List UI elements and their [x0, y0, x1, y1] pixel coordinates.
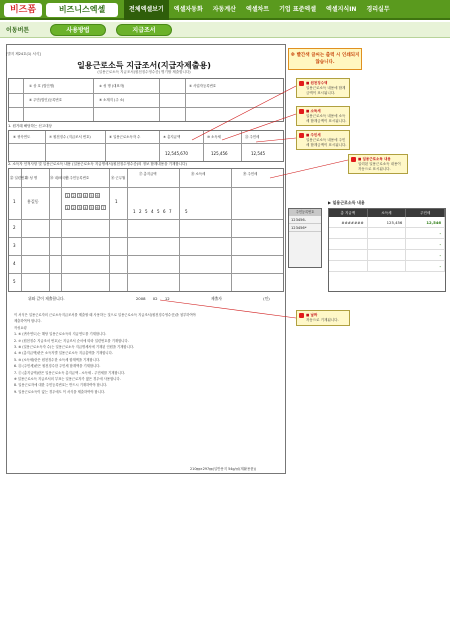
detail-header-rrn: ⑮ 주민등록번호: [65, 176, 90, 180]
income-section-label: 1. 원거래 해당하는 신고대상: [8, 124, 52, 128]
detail-row-amount-digit: 4: [151, 209, 154, 214]
rrn-side-table-title: 주민등록번호: [289, 209, 321, 216]
form-footer: 210㎜×297㎜(일반용지 54g/㎡(재활용품)): [190, 467, 257, 471]
rrn-back-digit: 1: [66, 206, 69, 210]
arrow-line: [222, 114, 296, 140]
nav-item-standard-excel[interactable]: 기업 표준엑셀: [279, 6, 317, 13]
panel-header-total: 총 지급액: [329, 209, 368, 217]
income-header-tax: ⑩ 소득세: [207, 135, 221, 139]
note-line: 2. ⑦ (원천징수 지급조서 번호)는 지급조서 순서에 따라 일련번호를 기재합니다.: [14, 338, 129, 343]
nav-item-all-excel[interactable]: 전체엑셀보기: [124, 0, 169, 20]
nav-item-excel-chart[interactable]: 엑셀차트: [245, 6, 270, 13]
rrn-back-digit: 6: [96, 206, 99, 210]
payer-field-address: ⑤ 소재지 (주 소): [99, 98, 125, 102]
note-line: 5. ⑩ (소득세)란은 원천징수한 소득세 합계액을 기재합니다.: [14, 357, 101, 362]
callout-title: ■ 날짜: [306, 313, 318, 317]
income-header-number: ⑦ 원천징수 (지급조서 번호): [49, 135, 91, 139]
rrn-back-digit: 3: [78, 206, 81, 210]
panel-dash: -: [406, 239, 445, 249]
payer-field-bizno: ③ 사업자등록번호: [189, 84, 217, 88]
income-header-total: ⑨ 총지급액: [163, 135, 181, 139]
panel-dash: -: [406, 250, 445, 260]
bizform-logo[interactable]: 비즈폼: [4, 3, 42, 17]
callout-text: 일용근로소득 내용에 소득세 합계금액이 표시됩니다.: [306, 113, 347, 123]
detail-row-no: 5: [13, 279, 16, 284]
nav-item-excel-automation[interactable]: 엑셀자동화: [173, 6, 203, 13]
arrow-line: [160, 300, 296, 318]
income-header-count: ⑧ 일용근로소득자 수: [109, 135, 141, 139]
arrow-line: [270, 160, 348, 178]
note-line: 8. 일용근로자에 대한 주민등록번호는 반드시 기재하여야 합니다.: [14, 383, 108, 388]
detail-row-amount-digit: 5: [157, 209, 160, 214]
detail-header-total: ⑰ 총지급액: [139, 172, 157, 176]
arrow-line: [256, 138, 296, 142]
detail-row-no: 4: [13, 261, 16, 266]
note-line: 제출하여야 합니다.: [14, 319, 42, 324]
detail-row-no: 1: [13, 199, 16, 204]
rrn-front-digit: 6: [96, 194, 99, 198]
callout-text: 자동으로 기재됩니다.: [306, 317, 339, 322]
submission-year: 2008: [135, 296, 146, 301]
submission-day: 12: [164, 296, 170, 301]
detail-header-tax: ⑱ 소득세: [191, 172, 206, 176]
callout-text: 입력된 일용근로소득 내용이 자동으로 표시됩니다.: [358, 161, 401, 171]
panel-local-tax-value: 12,546: [406, 217, 445, 227]
income-header-year: ⑥ 귀속연도: [13, 135, 31, 139]
submission-month: 02: [152, 296, 158, 301]
note-line: 3. ⑧ (일용근로소득자 수)는 일용근로소득 지급명세서에 기재된 인원을 기재합니다.: [14, 345, 135, 350]
rrn-front-digit: 3: [78, 194, 81, 198]
detail-row-amount-digit: 2: [139, 209, 142, 214]
detail-row-month: 1: [115, 199, 118, 204]
note-line: 이 서식은 일용근로자의 근로소득지급조서를 제출할 때 사용하는 것으로 일용근로소득 지급조서(원천징수영수증)을 첨부하여야: [14, 313, 196, 317]
note-line: 7. ⑰ (총지급액)란은 일용근로소득 총지급액 - 소득세 - 주민세를 기재합니다.: [14, 370, 126, 375]
panel-header-tax: 소득세: [368, 209, 407, 217]
rrn-back-digit: 5: [90, 206, 93, 210]
note-line: 6. ⑪ (주민세)란은 원천징수한 주민세 합계액을 기재합니다.: [14, 364, 101, 369]
payer-field-company: ① 상 호 (법인명): [29, 84, 55, 88]
detail-header-month: ⑯ 근무월: [111, 176, 126, 180]
detail-row-amount-digit: 5: [145, 209, 148, 214]
submitter-label: 제출자: [210, 296, 222, 301]
detail-row-amount-digit: 7: [169, 209, 172, 214]
detail-row-no: 2: [13, 225, 16, 230]
note-line: 1. ⑥ (귀속연도)는 해당 일용근로소득의 지급연도를 기재합니다.: [14, 332, 107, 337]
rrn-front-digit: 4: [84, 194, 87, 198]
print-warning-box: ※ 빨간색 글씨는 출력 시 인쇄되지 않습니다.: [288, 48, 362, 70]
form-subtitle: (일용근로소득 지급조서(원천징수영수증) 병기할 제출합니다): [97, 70, 191, 74]
rrn-front-digit: 2: [72, 194, 75, 198]
income-tax-value: 125,456: [211, 151, 228, 156]
panel-header-local-tax: 주민세: [406, 209, 445, 217]
form-head-note: [별지 제24호(1) 서식]: [6, 52, 41, 56]
panel-dash: -: [406, 261, 445, 271]
submission-statement: 위와 같이 제출합니다.: [28, 296, 65, 301]
income-local-tax-value: 12,545: [251, 151, 265, 156]
panel-dash: -: [406, 228, 445, 238]
detail-header-local-tax: ⑲ 주민세: [243, 172, 258, 176]
nav-item-accounting[interactable]: 경리실무: [366, 6, 390, 13]
detail-row-tax-digit: 5: [185, 209, 188, 214]
nav-item-excel-knowledge[interactable]: 엑셀지식IN: [326, 6, 357, 13]
detail-header-nationality: ⑭ 내/외국인: [50, 176, 69, 180]
callout-title: ■ 주민세: [306, 133, 321, 137]
note-line: 작성요령: [14, 325, 27, 330]
detail-row-amount-digit: 1: [133, 209, 136, 214]
detail-row-no: 3: [13, 243, 16, 248]
callout-text: 일용근로소득 내용에 주민세 합계금액이 표시됩니다.: [306, 137, 347, 147]
panel-tax-value: 125,456: [368, 217, 407, 227]
rrn-front-digit: 5: [90, 194, 93, 198]
rrn-back-digit: 4: [84, 206, 87, 210]
payer-field-rrn: ④ 주민(법인)등록번호: [29, 98, 62, 102]
detail-header-name: ⑬ 성 명: [25, 176, 38, 180]
callout-title: ■ 원천징수액: [306, 81, 328, 85]
income-header-local-tax: ⑪ 주민세: [245, 135, 260, 139]
rrn-back-digit: 2: [72, 206, 75, 210]
payer-field-name: ② 성 명 (대표자): [99, 84, 125, 88]
rrn-side-table-row: 123456*: [289, 224, 321, 232]
panel-total-value: #######: [329, 217, 368, 227]
move-button-label: 이동버튼: [6, 27, 30, 34]
rrn-side-table-row: 123456-: [289, 216, 321, 224]
callout-title: ■ 일용근로소득 내용: [358, 157, 391, 161]
note-line: 4. ⑨ (총지급액)란은 소득자별 일용근로소득 지급총액을 기재합니다.: [14, 351, 113, 356]
how-to-use-button[interactable]: 사용방법: [50, 24, 106, 36]
rrn-front-digit: 1: [66, 194, 69, 198]
payment-statement-button[interactable]: 지급조서: [116, 24, 172, 36]
callout-title: ■ 소득세: [306, 109, 321, 113]
daily-income-panel-title: ▶ 일용근로소득 내용: [328, 200, 365, 205]
note-line: 9. 일용근로소득이 없는 경우에도 이 서식을 제출하여야 합니다.: [14, 389, 106, 394]
callout-text: 일용근로소득 내용에 합계금액이 표시됩니다.: [306, 85, 346, 95]
nav-item-auto-calc[interactable]: 자동계산: [212, 6, 236, 13]
note-line: ※ 일용근로소득 지급조서의 부표는 일용근로자가 많은 경우에 사용합니다.: [14, 377, 121, 382]
income-total-value: 12,545,670: [165, 151, 188, 156]
detail-row-name[interactable]: 홍길동: [27, 199, 39, 204]
detail-header-no: ⑫ 일련번호: [10, 176, 28, 180]
detail-section-label: 2. 소득자 인적사항 및 일용근로소득 내용 (일용근로소득 지급명세서(원천징수영수증)의 정보 합계내용을 기재합니다): [8, 162, 187, 166]
signature-mark: (인): [263, 296, 270, 301]
rrn-back-digit: 7: [102, 206, 105, 210]
detail-row-amount-digit: 6: [163, 209, 166, 214]
business-excel-logo[interactable]: 비즈니스엑셀: [46, 3, 118, 17]
form-title: 일용근로소득 지급조서(지급자제출용): [77, 61, 211, 70]
arrow-line: [192, 86, 296, 140]
